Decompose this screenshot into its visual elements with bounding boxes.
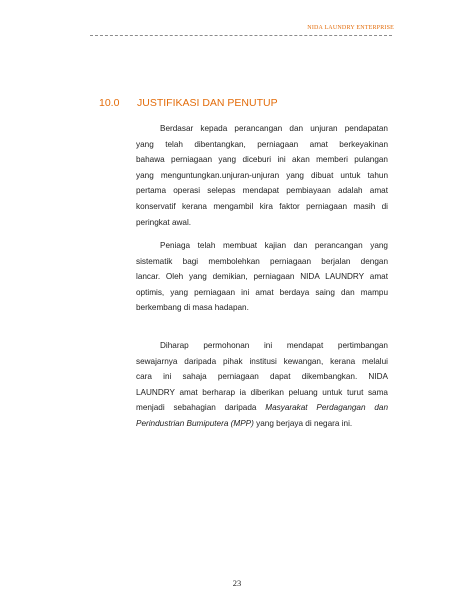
paragraph-line: yang telah dibentangkan, perniagaan amat berkeyakinan <box>136 139 388 149</box>
paragraph-line: lancar. Oleh yang demikian, perniagaan NIDA LAUNDRY amat <box>136 272 388 282</box>
italic-phrase: Masyarakat Perdagangan dan <box>265 403 388 413</box>
paragraph-1 <box>136 121 388 230</box>
paragraph-3 <box>136 338 388 432</box>
paragraph-text: yang berjaya di negara ini. <box>253 418 353 428</box>
paragraph-line: pertama operasi selepas mendapat pembiayaan adalah amat <box>136 186 388 196</box>
paragraph-text: menjadi sebahagian daripada <box>136 403 266 413</box>
paragraph-line <box>136 416 388 432</box>
paragraph-line: berkembang di masa hadapan. <box>136 303 249 313</box>
paragraph-line: LAUNDRY amat berharap ia diberikan peluang untuk turut sama <box>136 387 388 397</box>
section-title: JUSTIFIKASI DAN PENUTUP <box>137 97 278 109</box>
italic-phrase: Perindustrian Bumiputera (MPP) <box>136 418 254 428</box>
paragraph-line: konservatif kerana mengambil kira faktor perniagaan masih di <box>136 201 388 211</box>
paragraph-line: sistematik bagi membolehkan perniagaan berjalan dengan <box>136 256 388 266</box>
section-number: 10.0 <box>99 97 120 109</box>
section-heading <box>99 97 278 109</box>
paragraph-2 <box>136 238 388 316</box>
paragraph-line: Diharap permohonan ini mendapat pertimbangan <box>160 341 388 350</box>
running-header: NIDA LAUNDRY ENTERPRISE <box>307 25 394 31</box>
paragraph-line <box>136 400 388 416</box>
paragraph-line: optimis, yang perniagaan ini amat berdaya saing dan mampu <box>136 287 388 297</box>
paragraph-line: Peniaga telah membuat kajian dan perancangan yang <box>160 241 388 250</box>
paragraph-line: Berdasar kepada perancangan dan unjuran pendapatan <box>160 124 388 133</box>
paragraph-line: cara ini sahaja perniagaan dapat dikembangkan. NIDA <box>136 372 388 382</box>
paragraph-line: bahawa perniagaan yang diceburi ini akan memberi pulangan <box>136 155 388 165</box>
paragraph-line: yang menguntungkan.unjuran-unjuran yang dibuat untuk tahun <box>136 170 388 180</box>
paragraph-line: sewajarnya daripada pihak institusi kewangan, kerana melalui <box>136 356 388 366</box>
paragraph-line: peringkat awal. <box>136 217 192 227</box>
page-number: 23 <box>232 578 242 588</box>
header-divider <box>90 35 392 36</box>
